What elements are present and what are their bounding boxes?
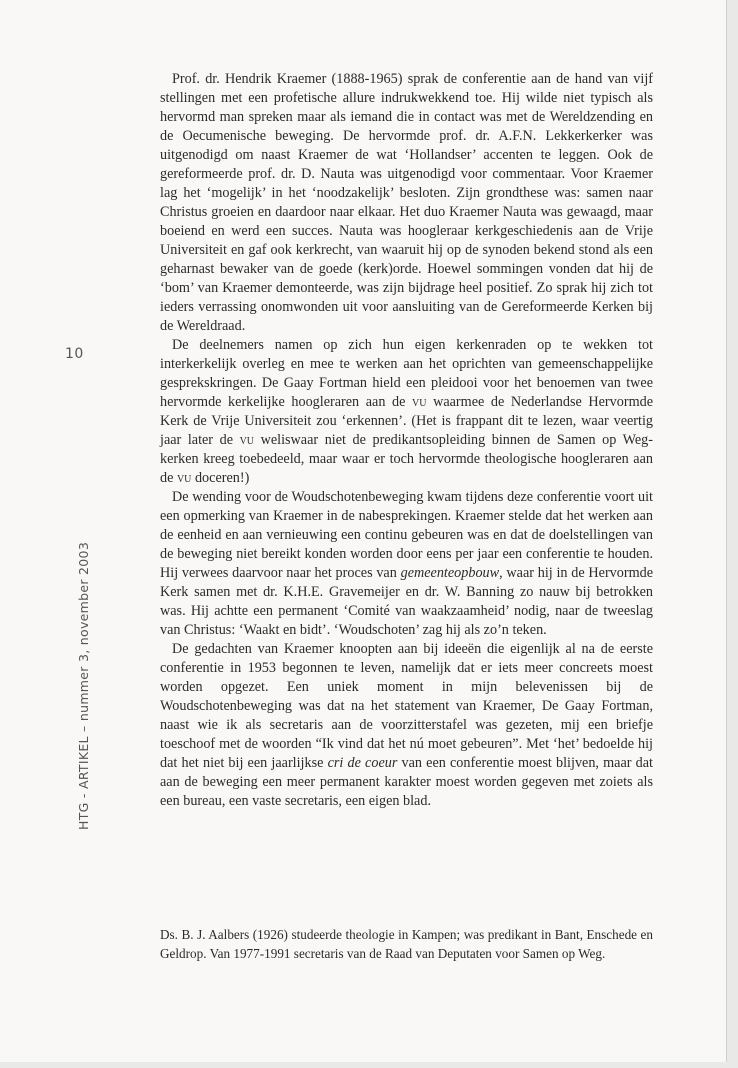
text-segment: De wending voor de Woudschotenbeweging kwam tijdens deze conferentie voort uit een opmerking van Kraemer in de nabesprekingen. Kraemer stelde dat het werken aan de eenheid en aan vernieuwing een continu gebeuren was en dat de doelstellingen van de beweging niet bereikt konden worden door eens per jaar een conferentie te houden. Hij verwees daarvoor naar het proces van xyxy=(160,489,653,581)
italic-term: gemeenteopbouw xyxy=(400,565,500,581)
running-head: HTG - ARTIKEL – nummer 3, november 2003 xyxy=(76,541,91,830)
page-number: 10 xyxy=(65,346,84,362)
paragraph-3 xyxy=(160,488,653,640)
paragraph-2 xyxy=(160,336,653,488)
paragraph-1 xyxy=(160,70,653,336)
small-caps-vu: vu xyxy=(176,470,192,486)
author-footnote: Ds. B. J. Aalbers (1926) studeerde theologie in Kampen; was predikant in Bant, Enschede en Geldrop. Van 1977-1991 secretaris van de Raad van Deputaten voor Samen op Weg. xyxy=(160,927,653,961)
text-segment: waarmee de Nederlandse Hervormde Kerk de Vrije Universiteit zou ‘erkennen’. (Het is frappant dit te lezen, waar veertig jaar later de xyxy=(160,394,653,448)
small-caps-vu: vu xyxy=(239,432,255,448)
text-segment: doceren!) xyxy=(191,470,250,486)
text-segment: De gedachten van Kraemer knoopten aan bij ideeën die eigenlijk al na de eerste conferentie in 1953 begonnen te leven, namelijk dat er iets meer concreets moest worden opgezet. Een uniek moment in mijn belevenissen bij de Woudschotenbeweging was dat na het statement van Kraemer, De Gaay Fortman, naast wie ik als secretaris aan de voorzitterstafel was gezeten, mij een briefje toeschoof met de woorden “Ik vind dat het nú moet gebeuren”. Met ‘het’ bedoelde hij dat het niet bij een jaarlijkse xyxy=(160,641,653,771)
text-segment: , waar hij in de Hervormde Kerk samen met dr. K.H.E. Gravemeijer en dr. W. Banning zo nauw bij betrokken was. Hij achtte een permanent ‘Comité van waakzaamheid’ nodig, naar de tweeslag van Christus: ‘Waakt en bidt’. ‘Woudschoten’ zag hij als zo’n teken. xyxy=(160,565,654,638)
text-segment: van een conferentie moest blijven, maar dat aan de beweging een meer permanent karakter moest worden gegeven met zoiets als een bureau, een vaste secretaris, een eigen blad. xyxy=(160,755,653,809)
text-segment: weliswaar niet de predikantsopleiding binnen de Samen op Weg-kerken kreeg toebedeeld, maar waar er toch hervormde theologische hoogleraren aan de xyxy=(160,432,653,486)
text-segment: Prof. dr. Hendrik Kraemer (1888-1965) sprak de conferentie aan de hand van vijf stellingen met een profetische allure indrukwekkend toe. Hij wilde niet typisch als hervormd man spreken maar als iemand die in contact was met de Wereldzending en de Oecumenische beweging. De hervormde prof. dr. A.F.N. Lekkerkerker was uitgenodigd om naast Kraemer de wat ‘Hollandser’ accenten te leggen. Ook de gereformeerde prof. dr. D. Nauta was uitgenodigd voor commentaar. Voor Kraemer lag het ‘mogelijk’ in het ‘noodzakelijk’ besloten. Zijn grondthese was: samen naar Christus groeien en daardoor naar elkaar. Het duo Kraemer Nauta was gewaagd, maar boeiend en werd een succes. Nauta was hoogleraar kerkgeschiedenis aan de Vrije Universiteit en gaf ook kerkrecht, van waaruit hij op de synoden bekend stond als een geharnast bewaker van de goede (kerk)orde. Hoewel sommingen vonden dat hij de ‘bom’ van Kraemer demonteerde, was zijn bijdrage heel positief. Zo sprak hij zich tot ieders verrassing onomwonden uit voor aansluiting van de Gereformeerde Kerken bij de Wereldraad. xyxy=(160,71,653,334)
small-caps-vu: vu xyxy=(412,394,427,410)
paragraph-4 xyxy=(160,640,653,811)
article-body xyxy=(160,70,653,811)
italic-term: cri de coeur xyxy=(327,755,398,771)
text-segment: De deelnemers namen op zich hun eigen kerkenraden op te wekken tot interkerkelijk overleg en mee te werken aan het oprichten van gemeenschappelijke gesprekskringen. De Gaay Fortman hield een pleidooi voor het benoemen van twee hervormde kerkelijke hoogleraren aan de xyxy=(160,337,653,410)
